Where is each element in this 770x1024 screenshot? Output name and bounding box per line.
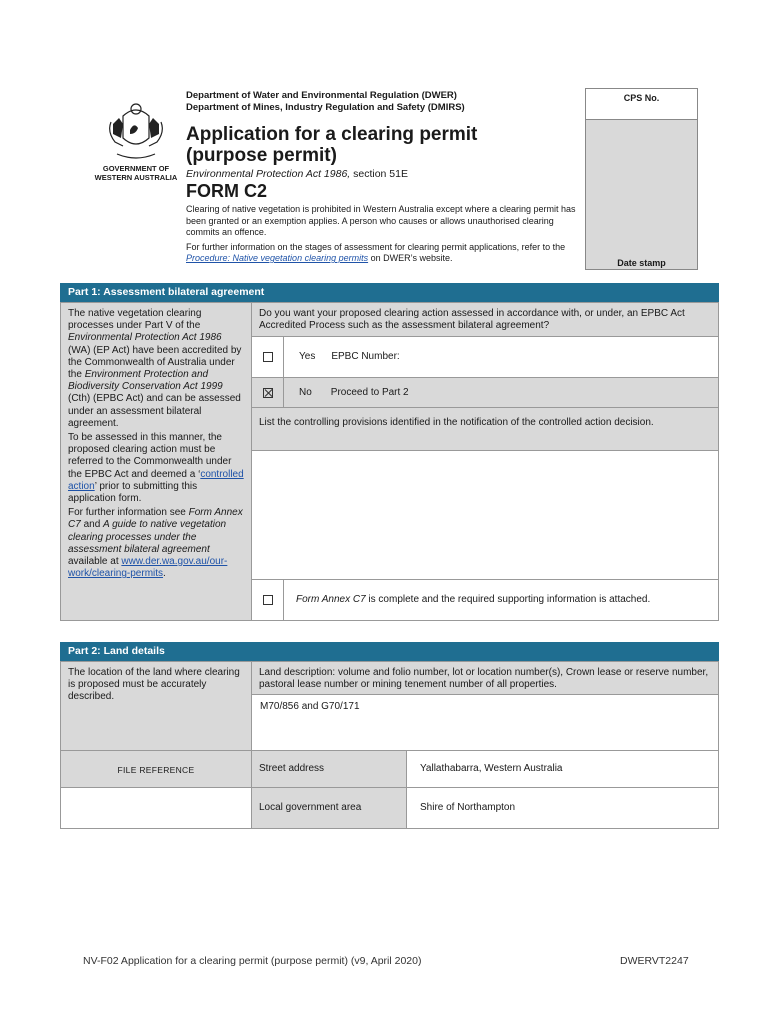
intro2-post: on DWER’s website. — [368, 253, 453, 263]
yes-checkbox-cell[interactable] — [251, 336, 284, 378]
yes-checkbox[interactable] — [263, 352, 273, 362]
department-names — [186, 90, 465, 114]
p1-a-italic: Environmental Protection Act 1986 — [68, 332, 222, 344]
intro-text — [186, 204, 581, 268]
no-checkbox[interactable] — [263, 388, 273, 398]
p1-e-mid: and — [80, 519, 104, 531]
p1-a: The native vegetation clearing processes under Part V of the — [68, 308, 202, 332]
cps-label: CPS No. — [586, 89, 697, 120]
p1-e-pre: For further information see — [68, 507, 189, 519]
controlled-action-link[interactable]: controlled action — [68, 468, 244, 492]
street-address-label: Street address — [251, 750, 407, 788]
part1-info-panel — [60, 302, 252, 621]
department-dmirs: Department of Mines, Industry Regulation and Safety (DMIRS) — [186, 102, 465, 113]
intro2-pre: For further information on the stages of assessment for clearing permit applications, refer to the — [186, 241, 566, 252]
no-option — [283, 377, 719, 408]
controlling-provisions-input[interactable] — [251, 450, 719, 580]
procedure-link[interactable]: Procedure: Native vegetation clearing permits — [186, 253, 369, 263]
footer-form-reference: NV-F02 Application for a clearing permit (purpose permit) (v9, April 2020) — [83, 955, 422, 967]
land-description-input[interactable]: M70/856 and G70/171 — [251, 694, 719, 751]
annex-name: Form Annex C7 — [296, 594, 366, 605]
title-line1: Application for a clearing permit — [186, 124, 478, 145]
file-reference-label: FILE REFERENCE — [60, 750, 252, 788]
department-dwer: Department of Water and Environmental Regulation (DWER) — [186, 90, 457, 101]
government-crest — [86, 100, 186, 190]
act-section: section 51E — [350, 168, 408, 180]
crest-label-line1: GOVERNMENT OF — [102, 164, 170, 173]
intro-paragraph-1: Clearing of native vegetation is prohibited in Western Australia except where a clearing permit has been granted or an exemption applies. A person who causes or allows unauthorised clearing commits an offence. — [186, 204, 576, 237]
street-address-input[interactable]: Yallathabarra, Western Australia — [406, 750, 719, 788]
p1-c: (Cth) (EPBC Act) and can be assessed under an assessment bilateral agreement. — [68, 393, 241, 429]
footer-document-code: DWERVT2247 — [620, 955, 689, 967]
proceed-label: Proceed to Part 2 — [330, 387, 409, 398]
no-label: No — [299, 387, 312, 398]
p1-e-italic1: Form Annex C7 — [68, 507, 243, 531]
form-number: FORM C2 — [186, 181, 267, 201]
p1-e-post: available at — [68, 556, 122, 568]
annex-checkbox[interactable] — [263, 595, 273, 605]
controlling-provisions-label: List the controlling provisions identified in the notification of the controlled action decision. — [251, 407, 719, 451]
part2-info-panel: The location of the land where clearing is proposed must be accurately described. — [60, 661, 252, 751]
annex-statement — [283, 579, 719, 621]
p1-d-post: ’ prior to submitting this application form. — [68, 480, 198, 505]
clearing-permits-link[interactable]: www.der.wa.gov.au/our-work/clearing-permits — [68, 556, 228, 580]
p1-e-italic2: A guide to native vegetation clearing processes under the assessment bilateral agreement — [68, 519, 227, 555]
part1-info-para2 — [68, 432, 244, 505]
part1-info-para1 — [68, 308, 244, 430]
act-reference — [186, 168, 408, 180]
yes-option — [283, 336, 719, 378]
local-government-input[interactable]: Shire of Northampton — [406, 787, 719, 829]
file-reference-input[interactable] — [60, 787, 252, 829]
cps-box — [585, 88, 698, 270]
intro-paragraph-2 — [186, 242, 581, 265]
p1-d-pre: To be assessed in this manner, the proposed clearing action must be referred to the Commonwealth under the EPBC Act and deemed a ‘ — [68, 432, 232, 480]
p1-b-italic: Environment Protection and Biodiversity Conservation Act 1999 — [68, 369, 223, 393]
epbc-number-label: EPBC Number: — [331, 351, 400, 362]
page-title — [186, 124, 477, 166]
crest-label-line2: WESTERN AUSTRALIA — [94, 173, 178, 182]
part1-info-para3 — [68, 507, 244, 580]
part1-heading: Part 1: Assessment bilateral agreement — [60, 283, 719, 302]
p1-b: (WA) (EP Act) have been accredited by the Commonwealth of Australia under the — [68, 344, 242, 381]
title-line2: (purpose permit) — [186, 145, 337, 166]
annex-checkbox-cell[interactable] — [251, 579, 284, 621]
act-name: Environmental Protection Act 1986, — [186, 168, 351, 180]
date-stamp-label: Date stamp — [617, 258, 666, 268]
land-description-label: Land description: volume and folio number, lot or location number(s), Crown lease or reserve number, pastoral lease number or mining tenement number of all properties. — [251, 661, 719, 695]
local-government-label: Local government area — [251, 787, 407, 829]
crest-icon — [103, 100, 169, 162]
no-checkbox-cell[interactable] — [251, 377, 284, 408]
epbc-question: Do you want your proposed clearing action assessed in accordance with, or under, an EPBC Act Accredited Process such as the assessment bilateral agreement? — [251, 302, 719, 337]
part2-heading: Part 2: Land details — [60, 642, 719, 661]
p1-e-end: . — [163, 568, 166, 580]
yes-label: Yes — [299, 351, 316, 362]
annex-rest: is complete and the required supporting information is attached. — [365, 594, 651, 605]
